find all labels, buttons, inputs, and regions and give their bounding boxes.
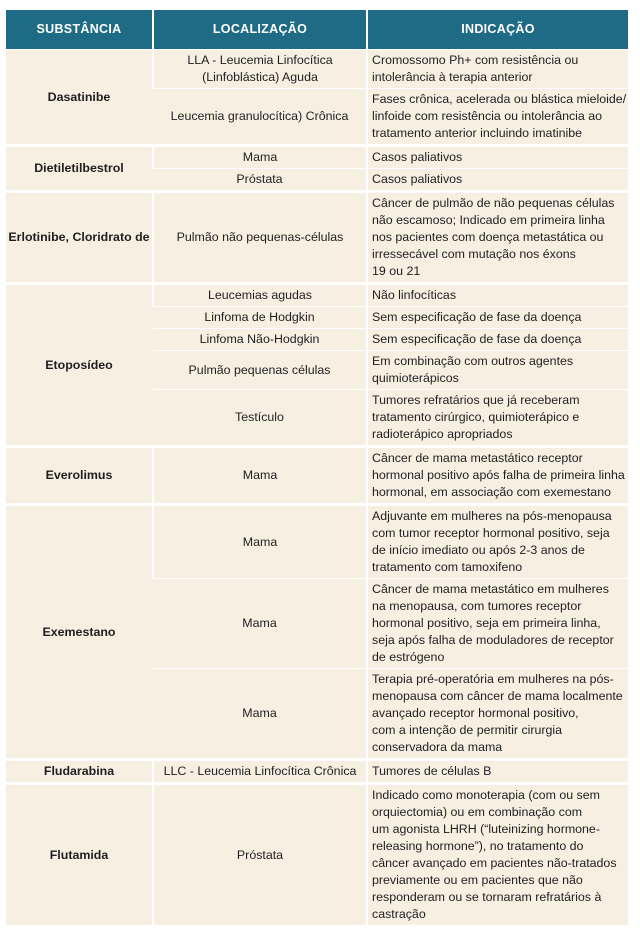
table-row <box>6 447 628 505</box>
location-cell <box>153 50 367 89</box>
location-text: Linfoma Não-Hodgkin <box>199 332 320 346</box>
indication-cell <box>367 146 628 169</box>
indication-text: hormonal positivo após falha de primeira linha <box>372 468 625 482</box>
indication-text: previamente ou em pacientes que não <box>372 873 583 887</box>
indication-cell <box>367 192 628 284</box>
table-row <box>6 192 628 284</box>
indication-cell <box>367 505 628 579</box>
indication-text: Câncer de mama metastático em mulheres <box>372 582 609 596</box>
indication-text: Tumores de células B <box>372 764 492 778</box>
substance-cell: Everolimus <box>6 447 153 505</box>
location-cell <box>153 505 367 579</box>
indication-cell <box>367 447 628 505</box>
indication-text: 19 ou 21 <box>372 264 421 278</box>
location-text: Leucemia granulocítica) Crônica <box>170 109 349 123</box>
indication-text: tratamento cirúrgico, quimioterápico e <box>372 410 580 424</box>
indication-text: Fases crônica, acelerada ou blástica mieloide/ <box>372 92 627 106</box>
location-cell <box>153 390 367 447</box>
table-row <box>6 784 628 926</box>
location-cell <box>153 89 367 146</box>
indication-text: de início imediato ou após 2-3 anos de <box>372 543 585 557</box>
header-localizacao: LOCALIZAÇÃO <box>153 10 367 50</box>
indication-text: releasing hormone”), no tratamento do <box>372 839 584 853</box>
location-cell <box>153 447 367 505</box>
table-row <box>6 146 628 169</box>
indication-cell <box>367 669 628 760</box>
indication-text: Terapia pré-operatória em mulheres na pós- <box>372 672 614 686</box>
substance-cell: Dietiletilbestrol <box>6 146 153 192</box>
indication-cell <box>367 284 628 307</box>
indication-text: na menopausa, com tumores receptor <box>372 599 582 613</box>
substance-cell: Etoposídeo <box>6 284 153 447</box>
indication-text: Adjuvante em mulheres na pós-menopausa <box>372 509 612 523</box>
indication-text: intolerância à terapia anterior <box>372 70 533 84</box>
indication-text: tratamento com tamoxifeno <box>372 560 523 574</box>
location-cell <box>153 669 367 760</box>
location-cell <box>153 192 367 284</box>
indication-cell <box>367 390 628 447</box>
indication-text: Indicado como monoterapia (com ou sem <box>372 788 600 802</box>
location-text: Linfoma de Hodgkin <box>204 310 315 324</box>
substance-cell: Exemestano <box>6 505 153 760</box>
indication-text: orquiectomia) ou em combinação com <box>372 805 583 819</box>
indication-text: Casos paliativos <box>372 150 463 164</box>
location-text: Leucemias agudas <box>207 288 312 302</box>
location-text: LLA - Leucemia Linfocítica <box>187 53 333 67</box>
table-row <box>6 760 628 784</box>
location-cell <box>153 351 367 390</box>
substance-cell: Flutamida <box>6 784 153 926</box>
location-text: Mama <box>242 706 277 720</box>
indication-text: castração <box>372 907 426 921</box>
location-text: Mama <box>242 150 278 164</box>
drug-indication-table-container <box>6 10 628 925</box>
header-row <box>6 10 628 50</box>
location-cell <box>153 169 367 192</box>
indication-text: Tumores refratários que já receberam <box>372 393 580 407</box>
indication-text: Não linfocíticas <box>372 288 457 302</box>
indication-text: radioterápico apropriados <box>372 427 513 441</box>
location-text: Próstata <box>236 172 283 186</box>
indication-text: Casos paliativos <box>372 172 463 186</box>
indication-text: quimioterápicos <box>372 371 459 385</box>
indication-cell <box>367 169 628 192</box>
substance-cell: Erlotinibe, Cloridrato de <box>6 192 153 284</box>
indication-text: Em combinação com outros agentes <box>372 354 574 368</box>
indication-text: Câncer de mama metastático receptor <box>372 451 583 465</box>
location-text: LLC - Leucemia Linfocítica Crônica <box>163 764 357 778</box>
indication-text: conservadora da mama <box>372 740 503 754</box>
drug-indication-table <box>6 10 628 925</box>
indication-text: seja após falha de moduladores de receptor <box>372 633 614 647</box>
indication-cell <box>367 760 628 784</box>
indication-cell <box>367 329 628 351</box>
substance-cell: Dasatinibe <box>6 50 153 146</box>
indication-text: hormonal, em associação com exemestano <box>372 485 611 499</box>
indication-cell <box>367 50 628 89</box>
table-row <box>6 284 628 307</box>
indication-text: hormonal positivo, seja em primeira linha, <box>372 616 601 630</box>
location-cell <box>153 784 367 926</box>
indication-text: um agonista LHRH (“luteinizing hormone- <box>372 822 600 836</box>
location-cell <box>153 329 367 351</box>
table-row <box>6 505 628 579</box>
indication-text: Câncer de pulmão de não pequenas células <box>372 196 615 210</box>
location-text: Mama <box>242 468 278 482</box>
indication-text: menopausa com câncer de mama localmente <box>372 689 623 703</box>
location-cell <box>153 579 367 669</box>
header-indicacao: INDICAÇÃO <box>367 10 628 50</box>
table-body <box>6 50 628 926</box>
indication-cell <box>367 579 628 669</box>
table-row <box>6 50 628 89</box>
indication-text: tratamento anterior incluindo imatinibe <box>372 126 583 140</box>
indication-text: de estrógeno <box>372 650 445 664</box>
substance-cell: Fludarabina <box>6 760 153 784</box>
indication-text: irressecável com mutação nos éxons <box>372 247 576 261</box>
location-text: Pulmão não pequenas-células <box>176 230 344 244</box>
indication-text: não escamoso; Indicado em primeira linha <box>372 213 605 227</box>
location-text: (Linfoblástica) Aguda <box>202 70 318 84</box>
header-substancia: SUBSTÂNCIA <box>6 10 153 50</box>
location-text: Mama <box>242 534 278 549</box>
location-cell <box>153 284 367 307</box>
indication-text: responderam ou se tornaram refratários à <box>372 890 602 904</box>
indication-text: Sem especificação de fase da doença <box>372 310 582 324</box>
indication-text: com a intenção de permitir cirurgia <box>372 723 563 737</box>
indication-text: Sem especificação de fase da doença <box>372 332 582 346</box>
indication-text: avançado receptor hormonal positivo, <box>372 706 579 720</box>
indication-text: linfoide com resistência ou intolerância ao <box>372 109 603 123</box>
location-cell <box>153 307 367 329</box>
location-cell <box>153 760 367 784</box>
indication-text: com tumor receptor hormonal positivo, seja <box>372 526 610 540</box>
table-header <box>6 10 628 50</box>
indication-cell <box>367 351 628 390</box>
location-text: Testículo <box>235 410 284 424</box>
indication-cell <box>367 307 628 329</box>
location-text: Mama <box>242 616 277 630</box>
indication-text: câncer avançado em pacientes não-tratados <box>372 856 617 870</box>
indication-text: nos pacientes com doença metastática ou <box>372 230 604 244</box>
indication-text: Cromossomo Ph+ com resistência ou <box>372 53 579 67</box>
location-text: Próstata <box>236 847 284 862</box>
location-cell <box>153 146 367 169</box>
indication-cell <box>367 784 628 926</box>
location-text: Pulmão pequenas células <box>188 362 331 377</box>
indication-cell <box>367 89 628 146</box>
